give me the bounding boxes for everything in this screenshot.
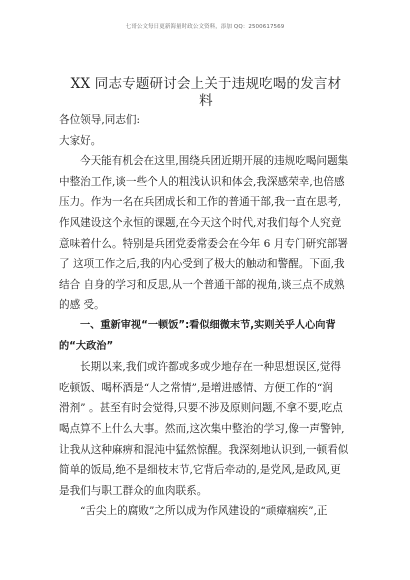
paragraph-2-line: 喝点算不上什么大事。然而,这次集中整治的学习,像一声警钟, (59, 422, 345, 435)
paragraph-1-line: 的感 受。 (59, 299, 105, 312)
paragraph-1-line: 今天能有机会在这里,围绕兵团近期开展的违规吃喝问题集 (80, 155, 349, 168)
section-heading-1: 一、重新审视“一顿饭”:看似细微末节,实则关乎人心向背 (80, 319, 336, 331)
paragraph-3-line: “舌尖上的腐败”之所以成为作风建设的“顽瘴痼疾”,正 (80, 505, 328, 518)
paragraph-2-line: 长期以来,我们或许都或多或少地存在一种思想误区,觉得 (80, 361, 341, 374)
paragraph-2-line: 滑剂” 。甚至有时会觉得,只要不涉及原则问题,不拿不要,吃点 (59, 402, 343, 415)
title-line-1: XX 同志专题研讨会上关于违规吃喝的发言材 (70, 76, 342, 92)
paragraph-2-line: 简单的饭局,绝不是细枝末节,它背后牵动的,是党风,是政风,更 (59, 464, 341, 477)
header-note: 七哥公文每日更新海量时政公文资料，添加 QQ：2500617569 (125, 24, 285, 30)
document-body (59, 110, 364, 522)
greeting: 大家好。 (59, 134, 102, 147)
title-line-2: 料 (199, 93, 213, 109)
paragraph-2-line: 吃顿饭、喝杯酒是“人之常情”,是增进感情、方便工作的“润 (59, 381, 333, 394)
section-heading-1-cont: 的“大政治” (59, 340, 114, 352)
paragraph-1-line: 了 这项工作之后,我的内心受到了极大的触动和警醒。下面,我 (59, 258, 345, 271)
paragraph-1-line: 中整治工作,谈一些个人的粗浅认识和体会,我深感荣幸,也倍感 (59, 175, 345, 188)
paragraph-1-line: 压力。作为一名在兵团成长和工作的普通干部,我一直在思考, (59, 196, 342, 209)
salutation: 各位领导,同志们: (59, 114, 141, 126)
paragraph-2-line: 是我们与职工群众的血肉联系。 (59, 484, 208, 497)
paragraph-1-line: 意味着什么。特别是兵团党委常委会在今年 6 月专门研究部署 (59, 237, 348, 250)
paragraph-2-line: 让我从这种麻痹和混沌中猛然惊醒。我深刻地认识到,一顿看似 (59, 443, 349, 456)
paragraph-1-line: 作风建设这个永恒的课题,在今天这个时代,对我们每个人究竟 (59, 216, 342, 229)
document-title (70, 76, 342, 110)
paragraph-1-line: 结合 自身的学习和反思,从一个普通干部的视角,谈三点不成熟 (59, 278, 345, 291)
